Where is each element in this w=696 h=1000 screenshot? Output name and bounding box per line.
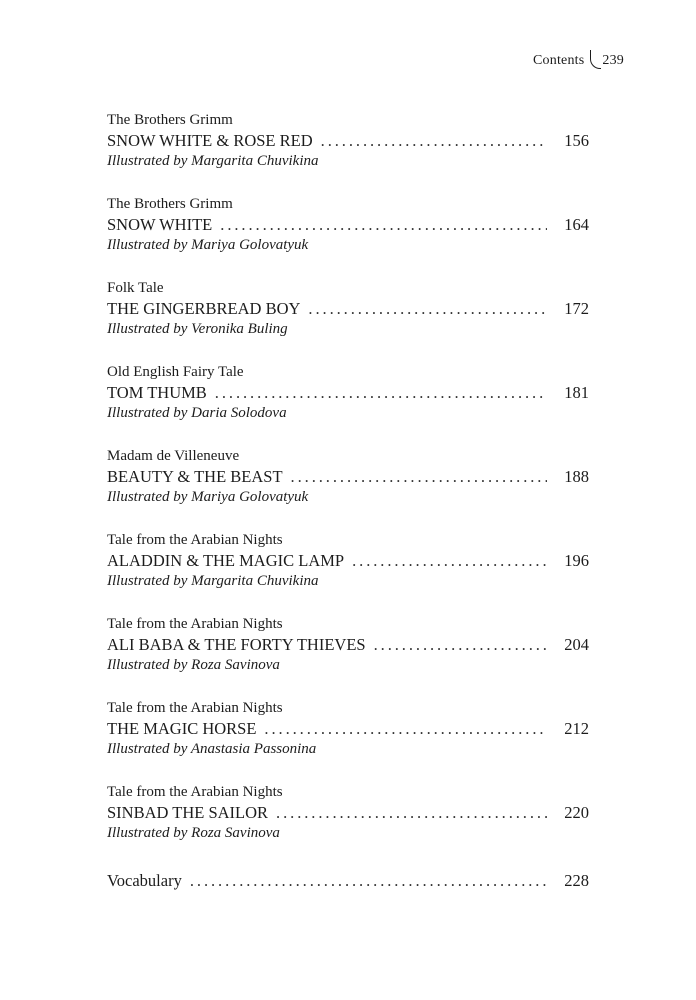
toc-entry bbox=[107, 111, 589, 195]
toc-entry bbox=[107, 783, 589, 867]
toc-vocabulary-entry bbox=[107, 870, 589, 891]
toc-entry-title-line[interactable] bbox=[107, 550, 589, 571]
toc-vocabulary-line[interactable] bbox=[107, 870, 589, 891]
toc-entry bbox=[107, 279, 589, 363]
toc-entry-author: Tale from the Arabian Nights bbox=[107, 532, 283, 548]
dot-leader bbox=[374, 634, 547, 655]
dot-leader bbox=[352, 550, 547, 571]
toc-entry-page: 181 bbox=[564, 383, 589, 402]
toc-entry-title: TOM THUMB bbox=[107, 383, 207, 402]
dot-leader bbox=[220, 214, 547, 235]
toc-entry bbox=[107, 447, 589, 531]
toc-entry-title: SINBAD THE SAILOR bbox=[107, 803, 269, 822]
toc-entry bbox=[107, 195, 589, 279]
running-head-section: Contents bbox=[533, 52, 585, 68]
toc-entry-page: 220 bbox=[564, 803, 589, 822]
toc-entry-title: THE GINGERBREAD BOY bbox=[107, 299, 301, 318]
toc-entry-title-line[interactable] bbox=[107, 802, 589, 823]
toc-entry-page: 188 bbox=[564, 467, 589, 486]
toc-entry-illustrator: Illustrated by Veronika Buling bbox=[107, 321, 288, 337]
dot-leader bbox=[190, 870, 547, 891]
folio-page-number: 239 bbox=[602, 52, 624, 68]
toc-entry-illustrator: Illustrated by Roza Savinova bbox=[107, 825, 280, 841]
toc-vocabulary-page: 228 bbox=[564, 871, 589, 890]
toc-entry bbox=[107, 699, 589, 783]
dot-leader bbox=[321, 130, 547, 151]
toc-entry-author: Old English Fairy Tale bbox=[107, 364, 244, 380]
toc-entry-illustrator: Illustrated by Margarita Chuvikina bbox=[107, 153, 319, 169]
toc-entry-title-line[interactable] bbox=[107, 298, 589, 319]
toc-entry-title-line[interactable] bbox=[107, 718, 589, 739]
toc-entry-page: 196 bbox=[564, 551, 589, 570]
toc-entry-title-line[interactable] bbox=[107, 466, 589, 487]
toc-entry-page: 212 bbox=[564, 719, 589, 738]
toc-entry bbox=[107, 363, 589, 447]
toc-entry-author: The Brothers Grimm bbox=[107, 196, 233, 212]
toc-entry-title: ALI BABA & THE FORTY THIEVES bbox=[107, 635, 366, 654]
toc-entry-illustrator: Illustrated by Daria Solodova bbox=[107, 405, 287, 421]
toc-entry-page: 204 bbox=[564, 635, 589, 654]
dot-leader bbox=[264, 718, 547, 739]
dot-leader bbox=[308, 298, 547, 319]
toc-entry-author: Tale from the Arabian Nights bbox=[107, 616, 283, 632]
toc-entry-illustrator: Illustrated by Roza Savinova bbox=[107, 657, 280, 673]
folio-bracket-mark bbox=[590, 50, 601, 69]
toc-entry-page: 164 bbox=[564, 215, 589, 234]
table-of-contents bbox=[107, 111, 589, 867]
dot-leader bbox=[291, 466, 547, 487]
toc-entry-title: THE MAGIC HORSE bbox=[107, 719, 257, 738]
toc-entry bbox=[107, 531, 589, 615]
toc-entry-page: 172 bbox=[564, 299, 589, 318]
dot-leader bbox=[215, 382, 547, 403]
toc-entry-author: Tale from the Arabian Nights bbox=[107, 700, 283, 716]
toc-entry-title: ALADDIN & THE MAGIC LAMP bbox=[107, 551, 345, 570]
running-head bbox=[533, 51, 624, 70]
toc-entry-illustrator: Illustrated by Mariya Golovatyuk bbox=[107, 237, 309, 253]
toc-entry-page: 156 bbox=[564, 131, 589, 150]
toc-entry-author: Madam de Villeneuve bbox=[107, 448, 240, 464]
toc-entry-author: The Brothers Grimm bbox=[107, 112, 233, 128]
toc-entry bbox=[107, 615, 589, 699]
toc-entry-title-line[interactable] bbox=[107, 130, 589, 151]
toc-entry-title-line[interactable] bbox=[107, 382, 589, 403]
toc-entry-title: SNOW WHITE bbox=[107, 215, 213, 234]
dot-leader bbox=[276, 802, 547, 823]
toc-entry-illustrator: Illustrated by Mariya Golovatyuk bbox=[107, 489, 309, 505]
toc-entry-author: Folk Tale bbox=[107, 280, 164, 296]
toc-entry-title-line[interactable] bbox=[107, 214, 589, 235]
toc-entry-illustrator: Illustrated by Anastasia Passonina bbox=[107, 741, 317, 757]
toc-vocabulary-title: Vocabulary bbox=[107, 871, 182, 890]
toc-entry-title: BEAUTY & THE BEAST bbox=[107, 467, 283, 486]
toc-entry-author: Tale from the Arabian Nights bbox=[107, 784, 283, 800]
toc-entry-title: SNOW WHITE & ROSE RED bbox=[107, 131, 313, 150]
toc-entry-title-line[interactable] bbox=[107, 634, 589, 655]
toc-entry-illustrator: Illustrated by Margarita Chuvikina bbox=[107, 573, 319, 589]
